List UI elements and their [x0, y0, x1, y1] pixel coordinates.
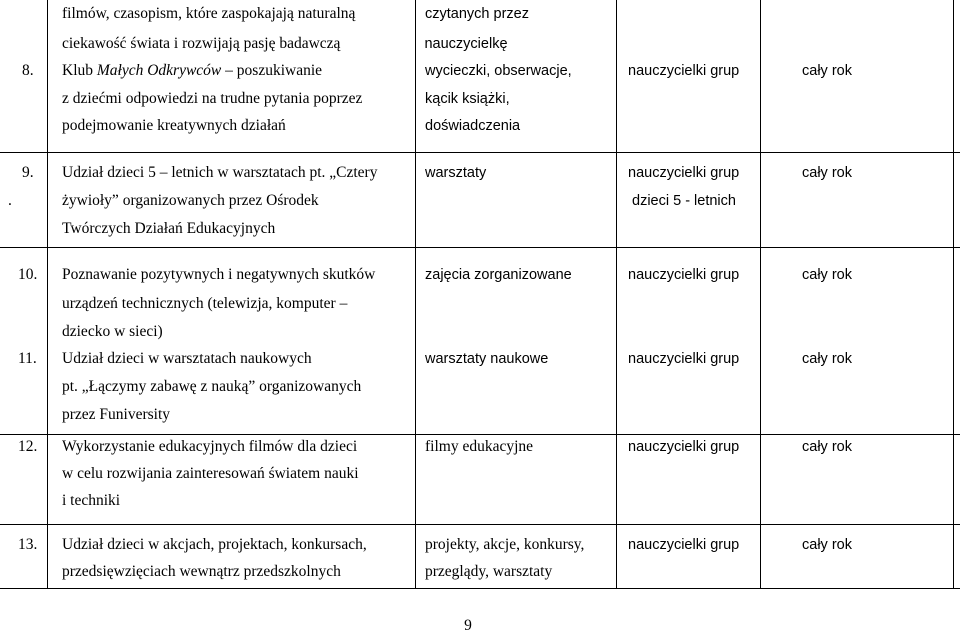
row-description: ciekawość świata i rozwijają pasję badawczą	[62, 35, 341, 52]
row-divider	[0, 152, 960, 153]
row-description: z dziećmi odpowiedzi na trudne pytania poprzez	[62, 90, 363, 107]
col-divider	[953, 0, 954, 589]
row-divider	[0, 588, 960, 589]
row-timeframe: cały rok	[802, 267, 852, 283]
row-number: 10.	[18, 266, 38, 283]
row-form: przeglądy, warsztaty	[425, 563, 553, 580]
row-description: i techniki	[62, 492, 121, 509]
row-form: warsztaty naukowe	[425, 351, 549, 367]
row-description: Poznawanie pozytywnych i negatywnych skutków	[62, 266, 376, 283]
row-form: projekty, akcje, konkursy,	[425, 536, 585, 553]
page-number: 9	[464, 617, 472, 634]
row-timeframe: cały rok	[802, 351, 852, 367]
row-description: Udział dzieci 5 – letnich w warsztatach pt. „Cztery	[62, 164, 378, 181]
row-description: Udział dzieci w warsztatach naukowych	[62, 350, 312, 367]
row-responsible: nauczycielki grup	[628, 439, 740, 455]
row-timeframe: cały rok	[802, 439, 852, 455]
row-form: wycieczki, obserwacje,	[425, 63, 572, 79]
row-divider	[0, 434, 960, 435]
row-responsible: nauczycielki grup	[628, 165, 740, 181]
row-responsible: nauczycielki grup	[628, 63, 740, 79]
row-number: 12.	[18, 438, 38, 455]
row-number: 11.	[18, 350, 37, 367]
row-form: kącik książki,	[425, 91, 510, 107]
row-divider	[0, 247, 960, 248]
row-number: 13.	[18, 536, 38, 553]
row-form: doświadczenia	[425, 118, 521, 134]
row-description: pt. „Łączymy zabawę z nauką” organizowanych	[62, 378, 362, 395]
row-responsible: nauczycielki grup	[628, 537, 740, 553]
row-form: warsztaty	[425, 165, 487, 181]
row-description: filmów, czasopism, które zaspokajają naturalną	[62, 5, 356, 22]
row-description: przedsięwzięciach wewnątrz przedszkolnych	[62, 563, 341, 580]
row-timeframe: cały rok	[802, 63, 852, 79]
col-divider	[47, 0, 48, 589]
row-description: w celu rozwijania zainteresowań światem nauki	[62, 465, 359, 482]
row-description: Twórczych Działań Edukacyjnych	[62, 220, 276, 237]
stray-mark: .	[8, 192, 12, 209]
row-description: podejmowanie kreatywnych działań	[62, 117, 286, 134]
col-divider	[616, 0, 617, 589]
row-number: 8.	[22, 62, 34, 79]
row-timeframe: cały rok	[802, 165, 852, 181]
row-timeframe: cały rok	[802, 537, 852, 553]
row-responsible: nauczycielki grup	[628, 351, 740, 367]
col-divider	[760, 0, 761, 589]
row-form: zajęcia zorganizowane	[425, 267, 572, 283]
row-description: Wykorzystanie edukacyjnych filmów dla dzieci	[62, 438, 358, 455]
row-form: nauczycielkę	[424, 36, 508, 52]
row-description: Klub Małych Odkrywców – poszukiwanie	[62, 62, 323, 79]
row-divider	[0, 524, 960, 525]
row-responsible: nauczycielki grup	[628, 267, 740, 283]
row-responsible: dzieci 5 - letnich	[632, 193, 736, 209]
row-number: 9.	[22, 164, 34, 181]
row-description: żywioły” organizowanych przez Ośrodek	[62, 192, 319, 209]
row-form: czytanych przez	[425, 6, 529, 22]
col-divider	[415, 0, 416, 589]
row-description: przez Funiversity	[62, 406, 171, 423]
row-description: dziecko w sieci)	[62, 323, 163, 340]
row-description: Udział dzieci w akcjach, projektach, konkursach,	[62, 536, 367, 553]
row-description: urządzeń technicznych (telewizja, komputer –	[62, 295, 348, 312]
row-form: filmy edukacyjne	[425, 438, 534, 455]
